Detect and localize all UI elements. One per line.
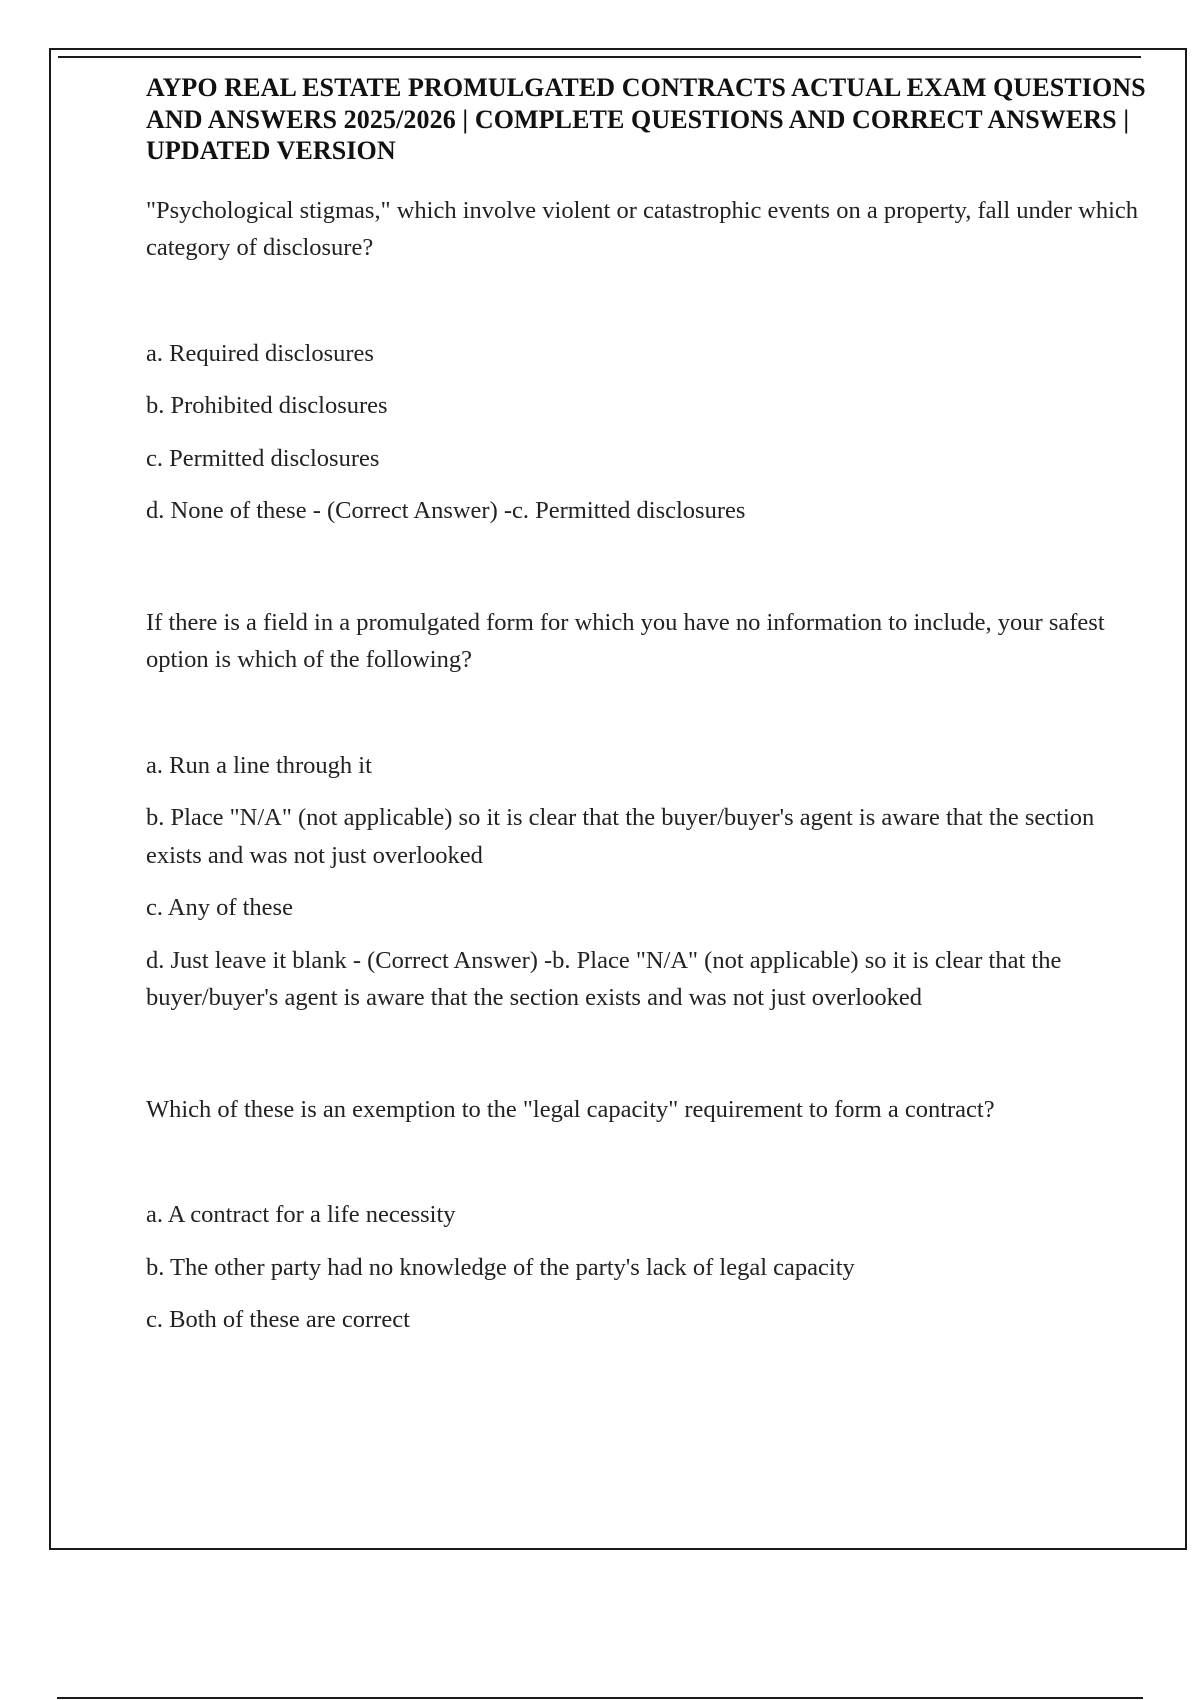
document-title: AYPO REAL ESTATE PROMULGATED CONTRACTS ACTUAL EXAM QUESTIONS AND ANSWERS 2025/2026 | COMPLETE QUESTIONS AND CORRECT ANSWERS | UPDATED VERSION xyxy=(146,73,1146,165)
question-2-text: If there is a field in a promulgated form for which you have no information to include, your safest option is which of the following? xyxy=(146,608,1105,673)
document-body xyxy=(146,72,1146,1339)
question-2-option-b: b. Place "N/A" (not applicable) so it is clear that the buyer/buyer's agent is aware that the section exists and was not just overlooked xyxy=(146,804,1095,869)
question-1-option-a: a. Required disclosures xyxy=(146,339,374,367)
question-2-options xyxy=(146,747,1146,1017)
question-3-options xyxy=(146,1196,1146,1339)
question-1-text: "Psychological stigmas," which involve violent or catastrophic events on a property, fall under which category of disclosure? xyxy=(146,196,1139,261)
question-2-option-a: a. Run a line through it xyxy=(146,751,372,779)
top-divider xyxy=(58,56,1141,58)
question-3-option-c: c. Both of these are correct xyxy=(146,1306,410,1333)
bottom-divider xyxy=(57,1697,1143,1699)
question-1-option-b: b. Prohibited disclosures xyxy=(146,392,388,419)
question-3-text: Which of these is an exemption to the "legal capacity" requirement to form a contract? xyxy=(146,1095,995,1123)
question-1-options xyxy=(146,335,1146,530)
page-frame xyxy=(49,48,1187,1550)
question-1-option-c: c. Permitted disclosures xyxy=(146,444,380,472)
question-3-option-a: a. A contract for a life necessity xyxy=(146,1201,456,1228)
question-2-option-d: d. Just leave it blank - (Correct Answer) -b. Place "N/A" (not applicable) so it is clear that the buyer/buyer's agent is aware that the section exists and was not just overlooked xyxy=(146,946,1062,1011)
question-3-option-b: b. The other party had no knowledge of the party's lack of legal capacity xyxy=(146,1253,855,1281)
question-1-option-d: d. None of these - (Correct Answer) -c. Permitted disclosures xyxy=(146,497,746,524)
question-2-option-c: c. Any of these xyxy=(146,894,293,921)
